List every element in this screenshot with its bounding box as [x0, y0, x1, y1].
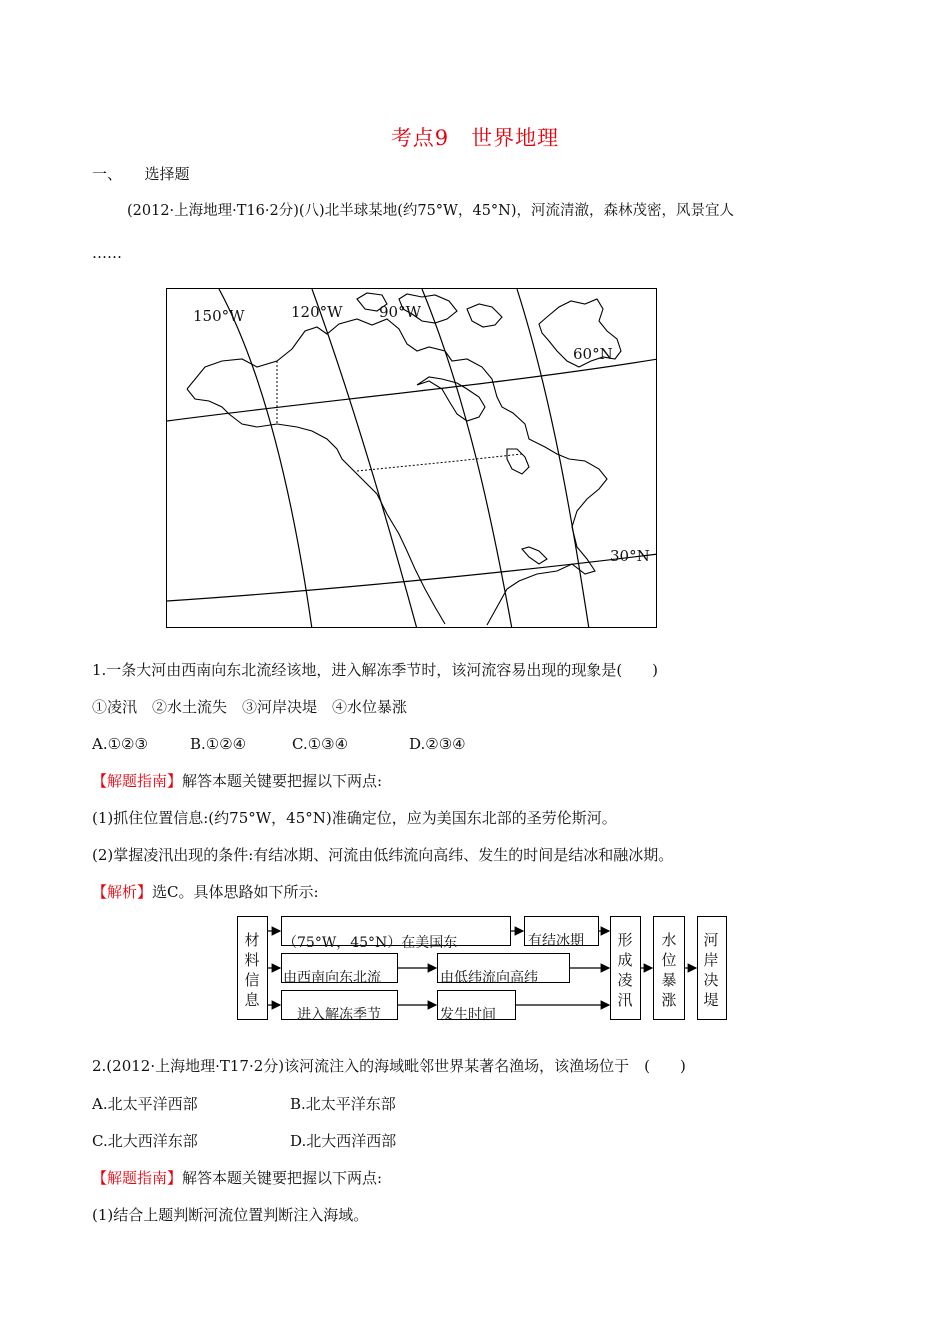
q1-stem: 1.一条大河由西南向东北流经该地，进入解冻季节时，该河流容易出现的现象是( ) — [92, 661, 659, 679]
label-90w: 90°W — [379, 303, 422, 321]
q1-point-2: (2)掌握凌汛出现的条件:有结冰期、河流由低纬流向高纬、发生的时间是结冰和融冰期。 — [92, 846, 674, 864]
flow-result3: 河岸决堤 — [703, 931, 719, 1009]
flow-info1: （75°W，45°N）在美国东 — [283, 935, 458, 951]
label-60n: 60°N — [573, 345, 613, 363]
flow-mid2: 由低纬流向高纬 — [440, 970, 538, 986]
label-150w: 150°W — [193, 307, 245, 325]
flow-result2: 水位暴涨 — [661, 931, 677, 1009]
flow-result1: 形成凌汛 — [617, 931, 633, 1009]
q1-option-b: B.①②④ — [190, 735, 247, 753]
q1-option-c: C.①③④ — [292, 735, 349, 753]
label-120w: 120°W — [291, 303, 343, 321]
q2-point-1: (1)结合上题判断河流位置判断注入海域。 — [92, 1206, 369, 1224]
q2-option-a: A.北太平洋西部 — [92, 1095, 198, 1113]
q2-guide-tag: 【解题指南】 — [92, 1169, 183, 1187]
question-intro-continued: …… — [92, 244, 122, 262]
q2-guide — [92, 1168, 382, 1188]
flow-source-label: 材料信息 — [244, 931, 260, 1009]
q2-stem: 2.(2012·上海地理·T17·2分)该河流注入的海域毗邻世界某著名渔场，该渔场位于 ( ) — [92, 1057, 686, 1075]
q1-option-d: D.②③④ — [409, 735, 466, 753]
q2-option-b: B.北太平洋东部 — [290, 1095, 396, 1113]
q1-guide-text: 解答本题关键要把握以下两点: — [182, 772, 383, 790]
flow-mid3: 发生时间 — [440, 1007, 496, 1023]
document-title: 考点9 世界地理 — [390, 126, 560, 150]
q1-point-1: (1)抓住位置信息:(约75°W，45°N)准确定位，应为美国东北部的圣劳伦斯河。 — [92, 809, 617, 827]
q1-guide-tag: 【解题指南】 — [92, 772, 183, 790]
q2-guide-text: 解答本题关键要把握以下两点: — [182, 1169, 383, 1187]
section-heading: 一、 选择题 — [92, 165, 190, 183]
q1-option-a: A.①②③ — [92, 735, 148, 753]
q2-option-d: D.北大西洋西部 — [290, 1132, 397, 1150]
q1-items: ①凌汛 ②水土流失 ③河岸决堤 ④水位暴涨 — [92, 698, 408, 716]
q1-analysis-tag: 【解析】 — [92, 883, 153, 901]
flow-mid1: 有结冰期 — [528, 933, 584, 949]
label-30n: 30°N — [610, 547, 650, 565]
q2-option-c: C.北大西洋东部 — [92, 1132, 198, 1150]
flow-info3: 进入解冻季节 — [297, 1007, 381, 1023]
flow-info2: 由西南向东北流 — [283, 970, 381, 986]
question-intro: (2012·上海地理·T16·2分)(八)北半球某地(约75°W，45°N)，河流清澈，森林茂密，风景宜人 — [127, 203, 735, 219]
q1-analysis-text: 选C。具体思路如下所示: — [152, 883, 319, 901]
